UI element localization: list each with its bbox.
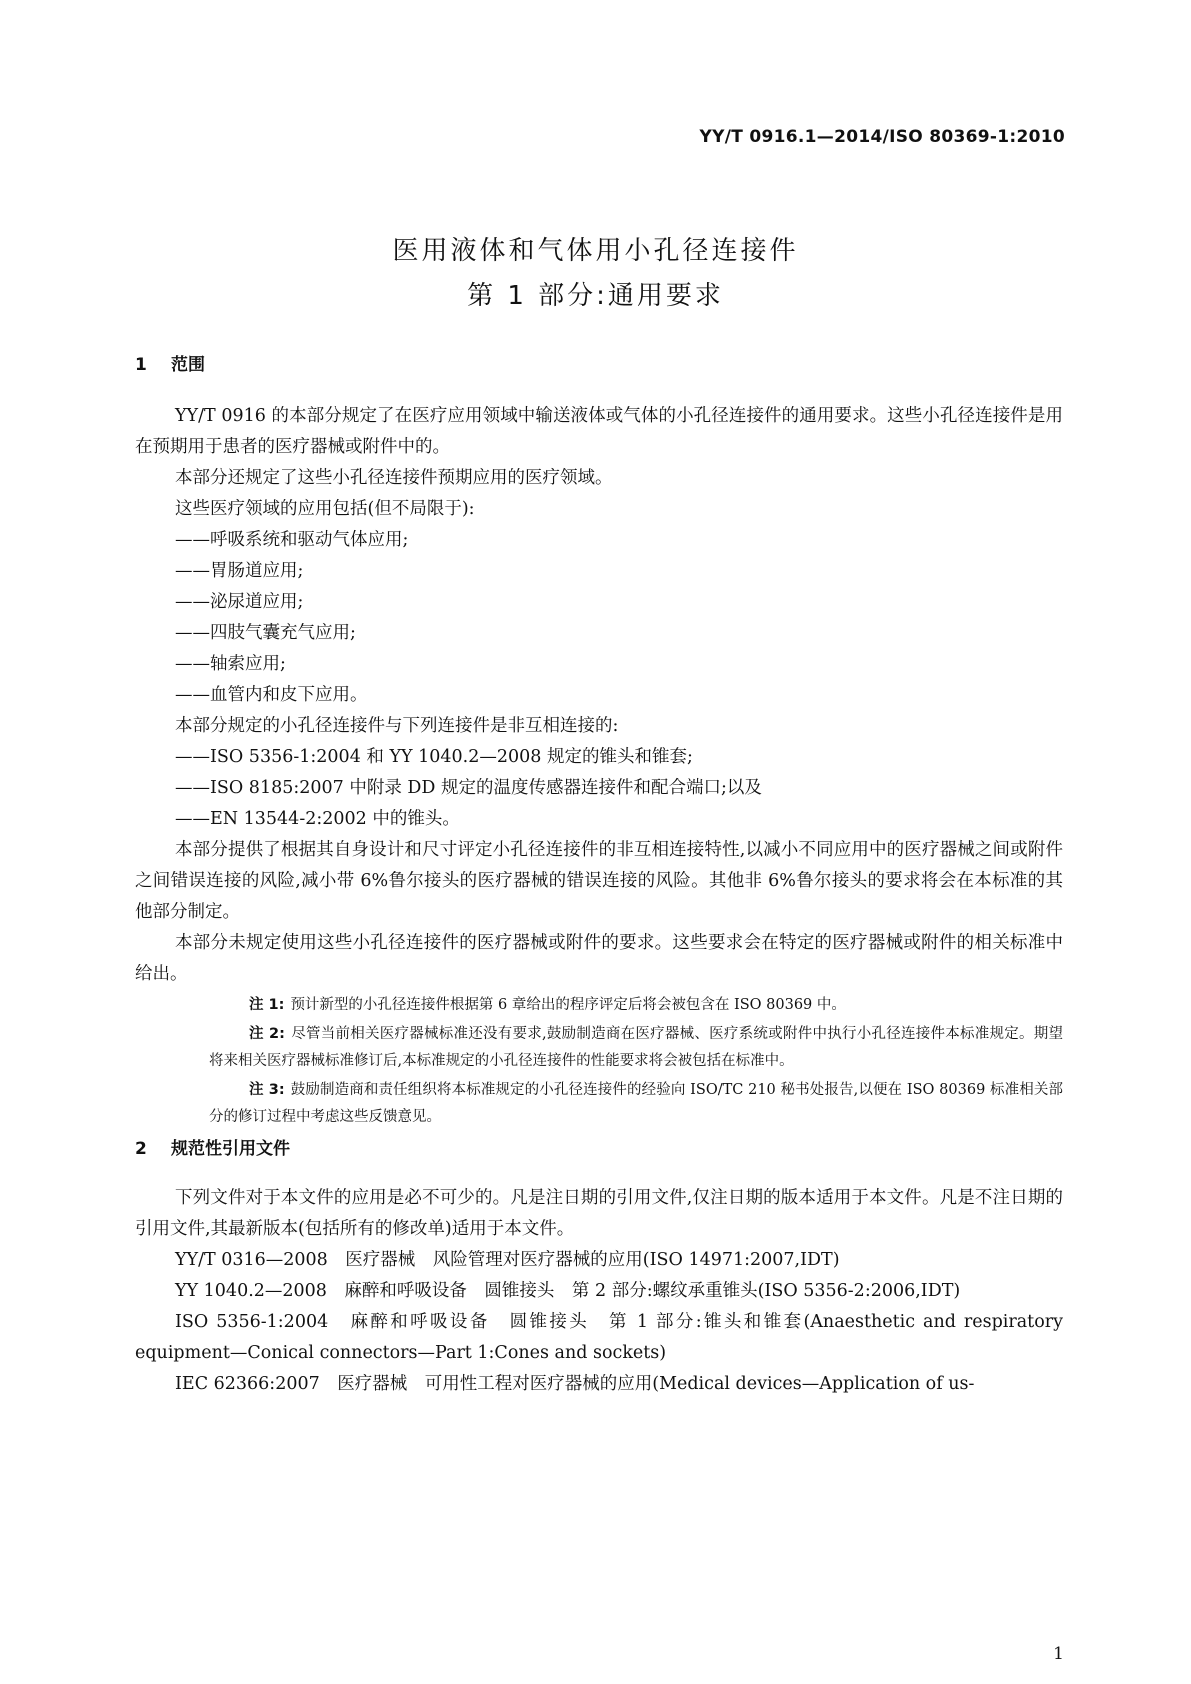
list-item: ——血管内和皮下应用。	[175, 685, 368, 705]
reference-entry: ISO 5356-1:2004 麻醉和呼吸设备 圆锥接头 第 1 部分:锥头和锥套(Anaesthetic and respiratory equipment—Conical connectors—Part 1:Cones and sockets)	[135, 1312, 1063, 1363]
list-item: ——四肢气囊充气应用;	[175, 623, 356, 643]
paragraph: 这些医疗领域的应用包括(但不局限于):	[175, 499, 475, 519]
reference-entry: YY/T 0316—2008 医疗器械 风险管理对医疗器械的应用(ISO 14971:2007,IDT)	[175, 1250, 840, 1270]
section-2-title: 规范性引用文件	[171, 1139, 290, 1159]
note	[135, 992, 1063, 1019]
list-item: ——ISO 5356-1:2004 和 YY 1040.2—2008 规定的锥头和锥套;	[175, 747, 693, 767]
section-2-number: 2	[135, 1139, 147, 1159]
section-1-heading	[135, 350, 205, 375]
paragraph: 本部分提供了根据其自身设计和尺寸评定小孔径连接件的非互相连接特性,以减小不同应用中的医疗器械之间或附件之间错误连接的风险,减小带 6%鲁尔接头的医疗器械的错误连接的风险。其他非 6%鲁尔接头的要求将会在本标准的其他部分制定。	[135, 840, 1063, 922]
list-item: ——泌尿道应用;	[175, 592, 304, 612]
section-1-number: 1	[135, 355, 147, 375]
note-label: 注 1:	[249, 997, 285, 1013]
reference-entry: IEC 62366:2007 医疗器械 可用性工程对医疗器械的应用(Medical devices—Application of us-	[175, 1374, 975, 1394]
paragraph: 本部分还规定了这些小孔径连接件预期应用的医疗领域。	[175, 468, 613, 488]
section-1-body	[135, 401, 1063, 1133]
list-item: ——轴索应用;	[175, 654, 286, 674]
list-item: ——EN 13544-2:2002 中的锥头。	[175, 809, 460, 829]
document-title-line2: 第 1 部分:通用要求	[467, 281, 724, 311]
reference-entry: YY 1040.2—2008 麻醉和呼吸设备 圆锥接头 第 2 部分:螺纹承重锥头(ISO 5356-2:2006,IDT)	[175, 1281, 961, 1301]
paragraph: 本部分未规定使用这些小孔径连接件的医疗器械或附件的要求。这些要求会在特定的医疗器械或附件的相关标准中给出。	[135, 933, 1063, 984]
page-number: 1	[1053, 1644, 1064, 1664]
note	[135, 1077, 1063, 1131]
document-title-line1: 医用液体和气体用小孔径连接件	[392, 236, 799, 266]
paragraph: 下列文件对于本文件的应用是必不可少的。凡是注日期的引用文件,仅注日期的版本适用于本文件。凡是不注日期的引用文件,其最新版本(包括所有的修改单)适用于本文件。	[135, 1188, 1063, 1239]
note-label: 注 2:	[249, 1026, 285, 1042]
list-item: ——ISO 8185:2007 中附录 DD 规定的温度传感器连接件和配合端口;以及	[175, 778, 762, 798]
section-2-body	[135, 1183, 1063, 1400]
paragraph: 本部分规定的小孔径连接件与下列连接件是非互相连接的:	[175, 716, 619, 736]
list-item: ——胃肠道应用;	[175, 561, 304, 581]
section-1-title: 范围	[171, 355, 205, 375]
standard-code: YY/T 0916.1—2014/ISO 80369-1:2010	[699, 127, 1065, 147]
note	[135, 1021, 1063, 1075]
section-2-heading	[135, 1134, 290, 1159]
list-item: ——呼吸系统和驱动气体应用;	[175, 530, 409, 550]
note-label: 注 3:	[249, 1082, 285, 1098]
note-text: 尽管当前相关医疗器械标准还没有要求,鼓励制造商在医疗器械、医疗系统或附件中执行小孔径连接件本标准规定。期望将来相关医疗器械标准修订后,本标准规定的小孔径连接件的性能要求将会被包括在标准中。	[209, 1026, 1064, 1069]
note-text: 鼓励制造商和责任组织将本标准规定的小孔径连接件的经验向 ISO/TC 210 秘书处报告,以便在 ISO 80369 标准相关部分的修订过程中考虑这些反馈意见。	[209, 1082, 1063, 1125]
note-text: 预计新型的小孔径连接件根据第 6 章给出的程序评定后将会被包含在 ISO 80369 中。	[290, 997, 846, 1013]
paragraph: YY/T 0916 的本部分规定了在医疗应用领域中输送液体或气体的小孔径连接件的通用要求。这些小孔径连接件是用在预期用于患者的医疗器械或附件中的。	[135, 406, 1063, 457]
